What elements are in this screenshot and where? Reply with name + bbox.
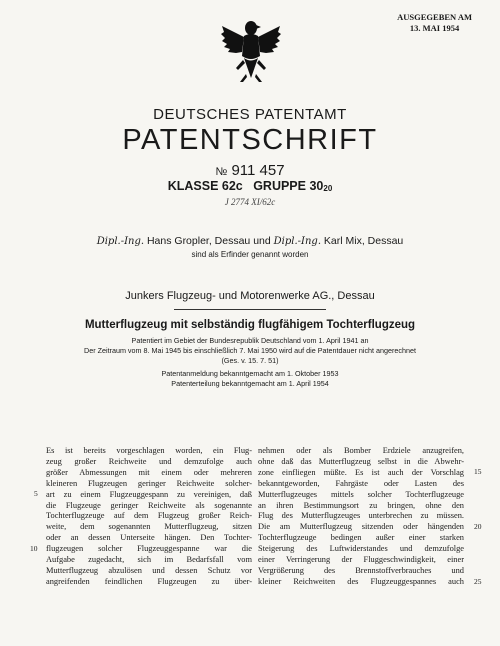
body-text-line: flugzeugen solcher Flugzeuggespanne war die <box>46 544 252 554</box>
gruppe-value: 30 <box>309 179 324 193</box>
application-published-line: Patentanmeldung bekanntgemacht am 1. Oktober 1953 <box>161 369 339 378</box>
inventors-note: sind als Erfinder genannt worden <box>191 250 309 259</box>
body-column-left <box>46 446 252 588</box>
inventor-name-2: Karl Mix, Dessau <box>323 235 404 247</box>
number-sign: № <box>215 166 228 178</box>
inventor-title-1: Dipl.-Ing. <box>96 236 145 247</box>
line-number: 25 <box>474 577 482 586</box>
body-text-line: Die am Mutterflugzeug sitzenden oder hängenden <box>258 522 464 532</box>
body-text-line: Steigerung des Luftwiderstandes und demzufolge <box>258 544 464 554</box>
body-text-line: weite, dem sogenannten Mutterflugzeug, sitzen <box>46 522 252 532</box>
gruppe-subscript: 20 <box>323 184 333 193</box>
patent-dates-block <box>0 336 500 366</box>
publication-dates-block <box>0 369 500 389</box>
body-text-line: kleineren Flugzeugen geringer Reichweite solcher- <box>46 478 252 488</box>
divider-rule <box>174 309 326 310</box>
body-text-line: Mutterflugzeuges mittels solcher Tochterflugzeuge <box>258 489 464 499</box>
body-text-line: nehmen oder als Bomber Erdziele anzugreifen, <box>258 446 464 455</box>
body-text-line: einer Verringerung der Fluggeschwindigkeit, einer <box>258 555 464 565</box>
issue-date-block <box>397 12 472 34</box>
klasse-value: 62c <box>221 179 243 193</box>
body-text-line: Flug des Mutterflugzeuges unterbrechen zu müssen. <box>258 511 464 521</box>
body-text-line: ohne daß das Mutterflugzeug selbst in die Abwehr- <box>258 456 464 466</box>
body-column-right <box>258 446 464 588</box>
klasse-label: KLASSE <box>167 179 219 193</box>
line-number: 15 <box>474 467 482 476</box>
classification-line <box>0 179 500 193</box>
gruppe-label: GRUPPE <box>253 179 306 193</box>
handwritten-reference: J 2774 XI/62c <box>224 197 276 207</box>
document-type-heading: PATENTSCHRIFT <box>122 124 378 156</box>
patent-date-line-3: (Ges. v. 15. 7. 51) <box>221 356 279 365</box>
patent-number: 911 457 <box>231 162 285 179</box>
applicant-name: Junkers Flugzeug- und Motorenwerke AG., Dessau <box>125 290 375 302</box>
body-text-line: Tochterflugzeuge bedingen außer einer starken <box>258 533 464 543</box>
inventors-und: und <box>253 235 271 247</box>
patent-title: Mutterflugzeug mit selbständig flugfähigem Tochterflugzeug <box>84 319 416 331</box>
patent-office-name: DEUTSCHES PATENTAMT <box>153 106 347 123</box>
body-text-line: bekanntgeworden, Fahrgäste oder Lasten des <box>258 478 464 488</box>
body-text-line: größer Abmessungen mit einem oder mehreren <box>46 467 252 477</box>
body-text-line: Es ist bereits vorgeschlagen worden, ein Flug- <box>46 446 252 455</box>
patent-date-line-2: Der Zeitraum vom 8. Mai 1945 bis einschließlich 7. Mai 1950 wird auf die Patentdauer nicht angerechnet <box>84 346 416 355</box>
body-text-line: zone einfliegen müßte. Es ist auch der Vorschlag <box>258 467 464 477</box>
body-text-line: zeug großer Reichweite und demzufolge auch <box>46 456 252 466</box>
patent-date-line-1: Patentiert im Gebiet der Bundesrepublik Deutschland vom 1. April 1941 an <box>131 336 369 345</box>
issue-date-label: AUSGEGEBEN AM <box>397 12 472 22</box>
inventors-line <box>0 235 500 247</box>
body-text-line: Mutterflugzeug abzulösen und dessen Schutz vor <box>46 565 252 575</box>
line-number: 5 <box>34 489 38 498</box>
body-text-line: die Flugzeuge geringer Reichweite als sogenannte <box>46 500 252 510</box>
grant-published-line: Patenterteilung bekanntgemacht am 1. April 1954 <box>171 379 329 388</box>
line-number: 10 <box>30 544 38 553</box>
body-text-line: angreifenden feindlichen Flugzeugen zu über- <box>46 576 252 586</box>
body-text-line: an ihren Bestimmungsort zu bringen, ohne den <box>258 500 464 510</box>
body-text-line: Vergrößerung des Brennstoffverbrauches und <box>258 565 464 575</box>
federal-eagle-icon <box>220 16 282 86</box>
issue-date: 13. MAI 1954 <box>409 23 460 33</box>
body-text-line: art zu einem Flugzeuggespann zu vereinigen, daß <box>46 489 252 499</box>
inventor-name-1: Hans Gropler, Dessau <box>146 235 251 247</box>
body-text-line: oder an dessen Unterseite hängen. Den Tochter- <box>46 533 252 543</box>
body-text-line: Aufgabe zugedacht, sich im Bedarfsfall vom <box>46 555 252 565</box>
inventor-title-2: Dipl.-Ing. <box>273 236 321 247</box>
body-text-line: kleiner Reichweiten des Flugzeuggespannes auch <box>258 576 464 586</box>
line-number: 20 <box>474 522 482 531</box>
patent-number-line <box>0 162 500 179</box>
body-text-line: Tochterflugzeuge auf dem Flugzeug großer Reich- <box>46 511 252 521</box>
